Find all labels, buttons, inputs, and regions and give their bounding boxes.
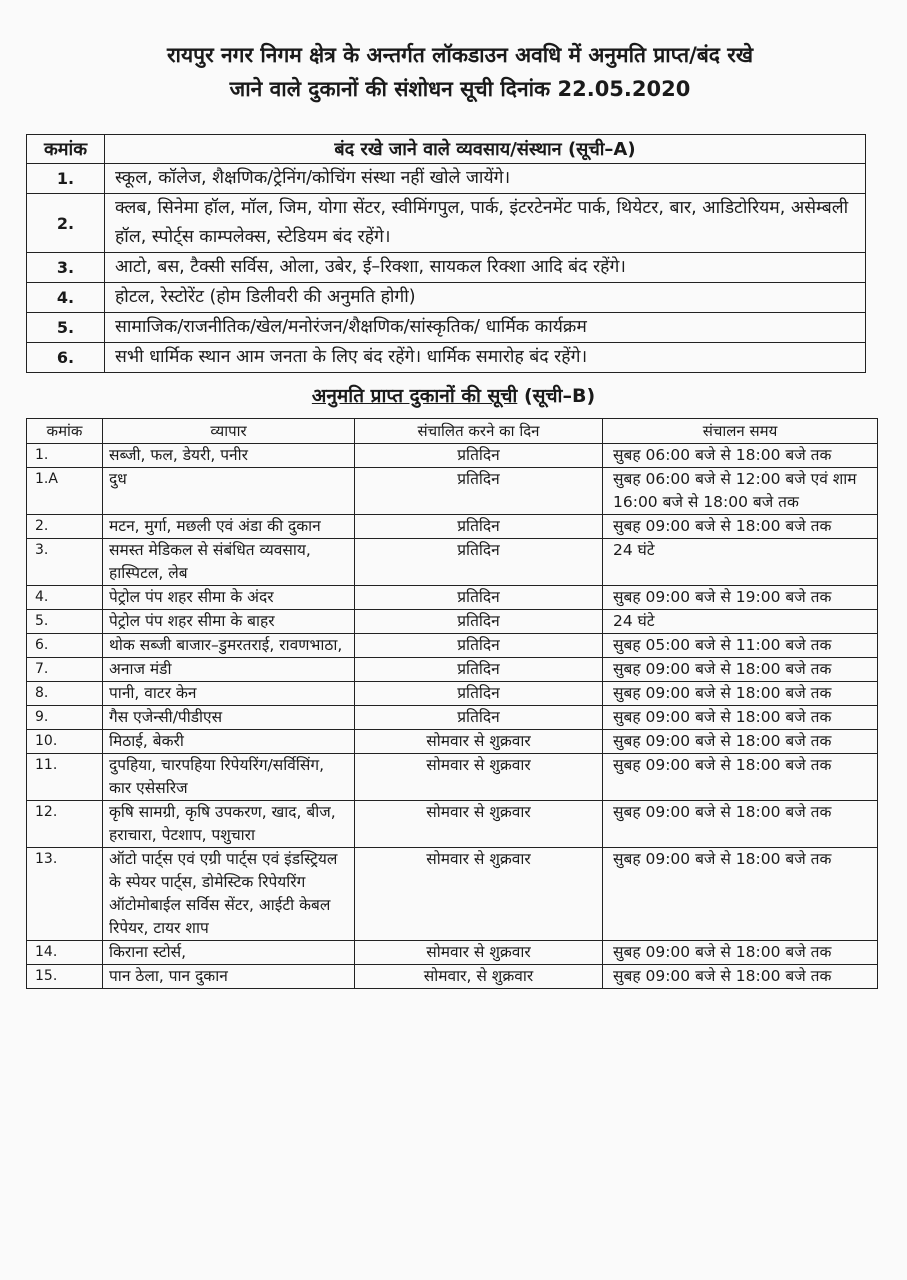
table-b-row <box>27 848 878 941</box>
list-b-heading <box>0 382 907 408</box>
table-b-header-row <box>27 419 878 444</box>
table-b-row <box>27 965 878 989</box>
table-b-trade: समस्त मेडिकल से संबंधित व्यवसाय, हास्पिटल, लेब <box>103 539 355 586</box>
table-b-trade: पेट्रोल पंप शहर सीमा के बाहर <box>103 610 355 634</box>
table-b-time: सुबह 09:00 बजे से 18:00 बजे तक <box>603 848 878 941</box>
table-b-time: सुबह 09:00 बजे से 18:00 बजे तक <box>603 682 878 706</box>
table-a-row <box>27 164 866 194</box>
table-b-row <box>27 706 878 730</box>
table-b-time: सुबह 09:00 बजे से 18:00 बजे तक <box>603 801 878 848</box>
table-b-time: सुबह 09:00 बजे से 18:00 बजे तक <box>603 706 878 730</box>
table-b-trade: दुध <box>103 468 355 515</box>
table-a-row <box>27 194 866 253</box>
table-b-days: प्रतिदिन <box>355 610 603 634</box>
table-b-trade: किराना स्टोर्स, <box>103 941 355 965</box>
table-b-days: सोमवार से शुक्रवार <box>355 941 603 965</box>
table-a-header-row <box>27 135 866 164</box>
table-b-time: 24 घंटे <box>603 539 878 586</box>
table-b-days: सोमवार से शुक्रवार <box>355 801 603 848</box>
table-b-trade: पान ठेला, पान दुकान <box>103 965 355 989</box>
table-b-days: प्रतिदिन <box>355 706 603 730</box>
table-b-row <box>27 444 878 468</box>
table-a-row <box>27 313 866 343</box>
table-b-trade: कृषि सामग्री, कृषि उपकरण, खाद, बीज, हराचारा, पेटशाप, पशुचारा <box>103 801 355 848</box>
table-b-trade: पानी, वाटर केन <box>103 682 355 706</box>
table-b-row <box>27 468 878 515</box>
table-a-num: 4. <box>27 283 105 313</box>
table-b-row <box>27 658 878 682</box>
table-b-time: सुबह 09:00 बजे से 18:00 बजे तक <box>603 941 878 965</box>
table-b-num: 7. <box>27 658 103 682</box>
table-b-days: प्रतिदिन <box>355 539 603 586</box>
table-b-num: 1.A <box>27 468 103 515</box>
table-b-num: 3. <box>27 539 103 586</box>
table-b-time: सुबह 09:00 बजे से 18:00 बजे तक <box>603 965 878 989</box>
table-b-time: सुबह 05:00 बजे से 11:00 बजे तक <box>603 634 878 658</box>
table-b-days: प्रतिदिन <box>355 515 603 539</box>
table-b-num: 4. <box>27 586 103 610</box>
table-a-text: क्लब, सिनेमा हॉल, मॉल, जिम, योगा सेंटर, स्वीमिंगपुल, पार्क, इंटरटेनमेंट पार्क, थियेटर, बार, आडिटोरियम, असेम्बली हॉल, स्पोर्ट्स काम्पलेक्स, स्टेडियम बंद रहेंगे। <box>105 194 866 253</box>
table-a-text: होटल, रेस्टोरेंट (होम डिलीवरी की अनुमति होगी) <box>105 283 866 313</box>
table-a-text: सभी धार्मिक स्थान आम जनता के लिए बंद रहेंगे। धार्मिक समारोह बंद रहेंगे। <box>105 343 866 373</box>
table-b-num: 6. <box>27 634 103 658</box>
table-b-time: सुबह 06:00 बजे से 12:00 बजे एवं शाम 16:00 बजे से 18:00 बजे तक <box>603 468 878 515</box>
table-b-trade: मटन, मुर्गा, मछली एवं अंडा की दुकान <box>103 515 355 539</box>
table-b-days: प्रतिदिन <box>355 682 603 706</box>
table-b-trade: पेट्रोल पंप शहर सीमा के अंदर <box>103 586 355 610</box>
table-a-text: स्कूल, कॉलेज, शैक्षणिक/ट्रेनिंग/कोचिंग संस्था नहीं खोले जायेंगे। <box>105 164 866 194</box>
table-b-trade: दुपहिया, चारपहिया रिपेयरिंग/सर्विसिंग, कार एसेसरिज <box>103 754 355 801</box>
table-b-row <box>27 586 878 610</box>
table-b-row <box>27 515 878 539</box>
table-b-row <box>27 610 878 634</box>
table-a-row <box>27 343 866 373</box>
title-line-1: रायपुर नगर निगम क्षेत्र के अन्तर्गत लॉकडाउन अवधि में अनुमति प्राप्त/बंद रखे <box>166 43 754 67</box>
table-a-header-desc: बंद रखे जाने वाले व्यवसाय/संस्थान (सूची–A) <box>105 135 866 164</box>
table-b-row <box>27 801 878 848</box>
table-b-trade: अनाज मंडी <box>103 658 355 682</box>
table-b-row <box>27 634 878 658</box>
table-b-days: प्रतिदिन <box>355 658 603 682</box>
table-b-num: 8. <box>27 682 103 706</box>
table-b-time: सुबह 09:00 बजे से 18:00 बजे तक <box>603 515 878 539</box>
table-a-row <box>27 283 866 313</box>
table-b-trade: मिठाई, बेकरी <box>103 730 355 754</box>
closed-businesses-table <box>26 134 866 373</box>
table-a-header-num: कमांक <box>27 135 105 164</box>
table-b-num: 11. <box>27 754 103 801</box>
table-b-time: सुबह 09:00 बजे से 18:00 बजे तक <box>603 754 878 801</box>
table-b-num: 15. <box>27 965 103 989</box>
table-b-num: 12. <box>27 801 103 848</box>
table-b-num: 9. <box>27 706 103 730</box>
table-b-time: सुबह 09:00 बजे से 18:00 बजे तक <box>603 730 878 754</box>
table-b-trade: ऑटो पार्ट्स एवं एग्री पार्ट्स एवं इंडस्ट्रियल के स्पेयर पार्ट्स, डोमेस्टिक रिपेयरिंग ऑटोमोबाईल सर्विस सेंटर, आईटी केबल रिपेयर, टायर शाप <box>103 848 355 941</box>
table-b-header-days: संचालित करने का दिन <box>355 419 603 444</box>
table-a-num: 5. <box>27 313 105 343</box>
table-b-num: 10. <box>27 730 103 754</box>
table-b-days: सोमवार से शुक्रवार <box>355 754 603 801</box>
table-b-days: सोमवार से शुक्रवार <box>355 730 603 754</box>
table-b-row <box>27 754 878 801</box>
table-b-header-time: संचालन समय <box>603 419 878 444</box>
table-b-time: सुबह 09:00 बजे से 19:00 बजे तक <box>603 586 878 610</box>
table-b-row <box>27 539 878 586</box>
permitted-shops-table <box>26 418 878 989</box>
table-b-time: 24 घंटे <box>603 610 878 634</box>
title-line-2: जाने वाले दुकानों की संशोधन सूची दिनांक 22.05.2020 <box>229 77 691 101</box>
table-b-header-trade: व्यापार <box>103 419 355 444</box>
table-b-row <box>27 682 878 706</box>
table-b-num: 1. <box>27 444 103 468</box>
table-b-num: 2. <box>27 515 103 539</box>
table-b-days: प्रतिदिन <box>355 586 603 610</box>
table-b-time: सुबह 09:00 बजे से 18:00 बजे तक <box>603 658 878 682</box>
table-b-row <box>27 730 878 754</box>
table-b-num: 14. <box>27 941 103 965</box>
table-a-num: 3. <box>27 253 105 283</box>
table-a-num: 1. <box>27 164 105 194</box>
table-a-num: 2. <box>27 194 105 253</box>
table-b-header-num: कमांक <box>27 419 103 444</box>
table-b-trade: सब्जी, फल, डेयरी, पनीर <box>103 444 355 468</box>
list-b-heading-main: अनुमति प्राप्त दुकानों की सूची <box>311 385 518 407</box>
table-a-num: 6. <box>27 343 105 373</box>
table-b-days: सोमवार, से शुक्रवार <box>355 965 603 989</box>
table-b-days: प्रतिदिन <box>355 634 603 658</box>
table-b-days: प्रतिदिन <box>355 468 603 515</box>
table-b-time: सुबह 06:00 बजे से 18:00 बजे तक <box>603 444 878 468</box>
table-b-row <box>27 941 878 965</box>
table-b-trade: थोक सब्जी बाजार–डुमरतराई, रावणभाठा, <box>103 634 355 658</box>
table-b-days: प्रतिदिन <box>355 444 603 468</box>
list-b-heading-suffix: (सूची–B) <box>523 385 596 407</box>
document-title <box>60 38 860 106</box>
table-b-num: 5. <box>27 610 103 634</box>
table-b-num: 13. <box>27 848 103 941</box>
table-a-text: आटो, बस, टैक्सी सर्विस, ओला, उबेर, ई–रिक्शा, सायकल रिक्शा आदि बंद रहेंगे। <box>105 253 866 283</box>
table-a-text: सामाजिक/राजनीतिक/खेल/मनोरंजन/शैक्षणिक/सांस्कृतिक/ धार्मिक कार्यक्रम <box>105 313 866 343</box>
table-b-days: सोमवार से शुक्रवार <box>355 848 603 941</box>
table-b-trade: गैस एजेन्सी/पीडीएस <box>103 706 355 730</box>
table-a-row <box>27 253 866 283</box>
